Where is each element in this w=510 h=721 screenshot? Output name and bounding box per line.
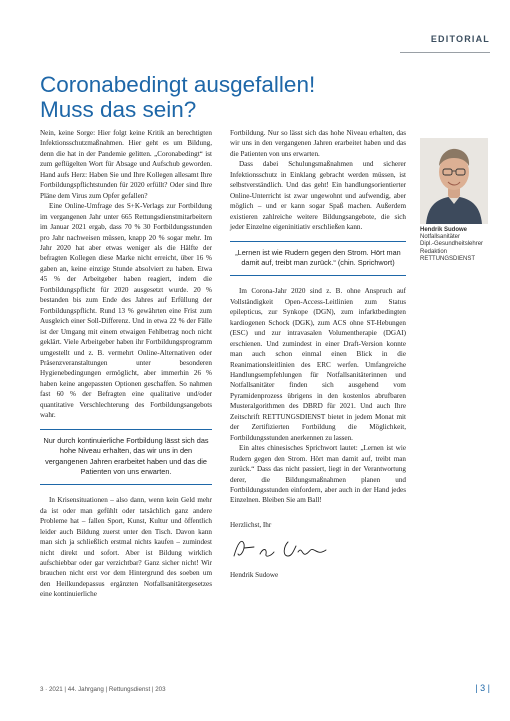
paragraph: Nein, keine Sorge: Hier folgt keine Kritik an berechtigten Infektionsschutzmaßnahmen. Hier geht es um Bildung, denn die hat in der Pandemie gelitten. „Coronabedingt“ ist zum geflügelten Wort für Absage und Aufschub geworden. Hand aufs Herz: Haben Sie und Ihre Kollegen allesamt Ihre Fortbildungspflichtstunden für 2020 erfüllt? Oder sind Ihre Pläne dem Virus zum Opfer gefallen?	[40, 129, 212, 200]
signature-image	[230, 534, 340, 564]
author-role: Dipl.-Gesundheitslehrer	[420, 241, 484, 248]
column-right	[230, 128, 406, 581]
greeting: Herzlichst, Ihr	[230, 520, 272, 529]
paragraph: In Krisensituationen – also dann, wenn kein Geld mehr da ist oder man gefühlt oder tatsächlich ganz andere Probleme hat – fallen Sport, Kunst, Kultur und öffentlich leider auch Bildung zuerst unter den Tisch. Davon kann man sich ja schließlich erstmal nichts kaufen – zumindest nicht direkt und sofort. Aber ist Bildung wirklich aufschiebbar oder gar verzichtbar? Ganz sicher nicht! Wir brauchen nicht erst vor dem Hintergrund des soeben um den Heilkundepassus ergänzten Notfallsanitätergesetzes eine kontinuierliche	[40, 496, 212, 599]
author-caption	[420, 227, 500, 263]
page-title	[40, 72, 480, 122]
pull-quote: Nur durch kontinuierliche Fortbildung lässt sich das hohe Niveau erhalten, das wir uns in den vergangenen Jahren erarbeitet haben und das die Patienten von uns erwarten.	[40, 429, 212, 486]
author-role: RETTUNGSDIENST	[420, 255, 476, 262]
paragraph: Ein altes chinesisches Sprichwort lautet: „Lernen ist wie Rudern gegen den Strom. Hört man damit auf, treibt man zurück.“ Dass das nicht passiert, liegt in der Verantwortung derer, die Bildungsmaßnahmen planen und Fortbildungsstunden einfordern, aber auch in der Hand jedes Einzelnen. Bleiben Sie am Ball!	[230, 444, 406, 505]
author-role: Redaktion	[420, 248, 448, 255]
column-left	[40, 128, 212, 600]
title-line-2: Muss das sein?	[40, 97, 197, 122]
footer-issue: 3 · 2021 | 44. Jahrgang | Rettungsdienst | 203	[40, 686, 166, 693]
quote-box: „Lernen ist wie Rudern gegen den Strom. Hört man damit auf, treibt man zurück.“ (chin. Sprichwort)	[230, 241, 406, 277]
author-photo	[420, 138, 488, 224]
paragraph: Eine Online-Umfrage des S+K-Verlags zur Fortbildung im vergangenen Jahr unter 665 Rettungsdienstmitarbeitern im Januar 2021 ergab, dass 70 % 30 Fortbildungsstunden pro Jahr nachweisen müssen, knapp 20 % sogar mehr. Im Jahr 2020 hat aber etwas weniger als die Hälfte der befragten Kollegen diese Marke nicht erreicht, über 16 % gaben an, keine einzige Stunde absolviert zu haben. Etwa 45 % der Arbeitgeber haben reagiert, indem die Fortbildungspflicht für 2020 ausgesetzt wurde. 20 % bestanden bis zum Ende des Jahres auf Erfüllung der Fortbildungspflicht. Rund 13 % gewährten eine Frist zum Ausgleich einer Soll-Differenz. Und in etwa 22 % der Fälle ist der Umgang mit einem etwaigen Fehlbetrag noch nicht geklärt. Viele Arbeitgeber haben ihr Fortbildungsprogramm umgestellt und z. B. vermehrt Online-Alternativen oder Präsenzveranstaltungen unter besonderen Hygienebedingungen ermöglicht, aber immerhin 26 % haben keine angepassten Optionen geschaffen. So nahmen fast 60 % der Befragten eine qualitative und/oder quantitative Verschlechterung des Fortbildungsangebots wahr.	[40, 202, 212, 420]
signer-name: Hendrik Sudowe	[230, 571, 279, 580]
title-line-1: Coronabedingt ausgefallen!	[40, 72, 316, 97]
author-name: Hendrik Sudowe	[420, 227, 468, 233]
section-label: EDITORIAL	[430, 34, 490, 44]
paragraph: Im Corona-Jahr 2020 sind z. B. ohne Anspruch auf Vollständigkeit Open-Access-Leitlinien zum Status epilepticus, zur Synkope (DGN), zum infarktbedingten kardiogenen Schock (DGK), zum ACS ohne ST-Hebungen (ESC) und zur intravasalen Volumentherapie (DGAI) erschienen. Und zumindest in einer Draft-Version konnte man auch schon einmal einen Blick in die Reanimationsleitlinien des ERC werfen. Umfangreiche Handlungsempfehlungen für Notfallsanitäterinnen und Notfallsanitäter finden sich ausgehend vom Pyramidenprozess übrigens in den kostenlos abrufbaren Musteralgorithmen des DBRD für 2021. Und auch Ihre Zeitschrift RETTUNGSDIENST bietet in jedem Monat mit der Zertifizierten Fortbildung die Möglichkeit, Fortbildungsstunden anerkennen zu lassen.	[230, 287, 406, 442]
paragraph: Dass dabei Schulungsmaßnahmen und sicherer Infektionsschutz in Einklang gebracht werden müssen, ist selbstverständlich. Und das geht! Ein handlungsorientierter Online-Unterricht ist zwar ungewohnt und aufwendig, aber möglich – und er kann sogar Spaß machen. Außerdem existieren zahlreiche weitere Bildungsangebote, die sich jeder Einzelne eigeninitiativ erschließen kann.	[230, 160, 406, 232]
paragraph: Fortbildung. Nur so lässt sich das hohe Niveau erhalten, das wir uns in den vergangenen Jahren erarbeitet haben und das die Patienten von uns erwarten.	[230, 129, 406, 158]
page-number: | 3 |	[475, 683, 490, 693]
author-role: Notfallsanitäter	[420, 234, 461, 241]
